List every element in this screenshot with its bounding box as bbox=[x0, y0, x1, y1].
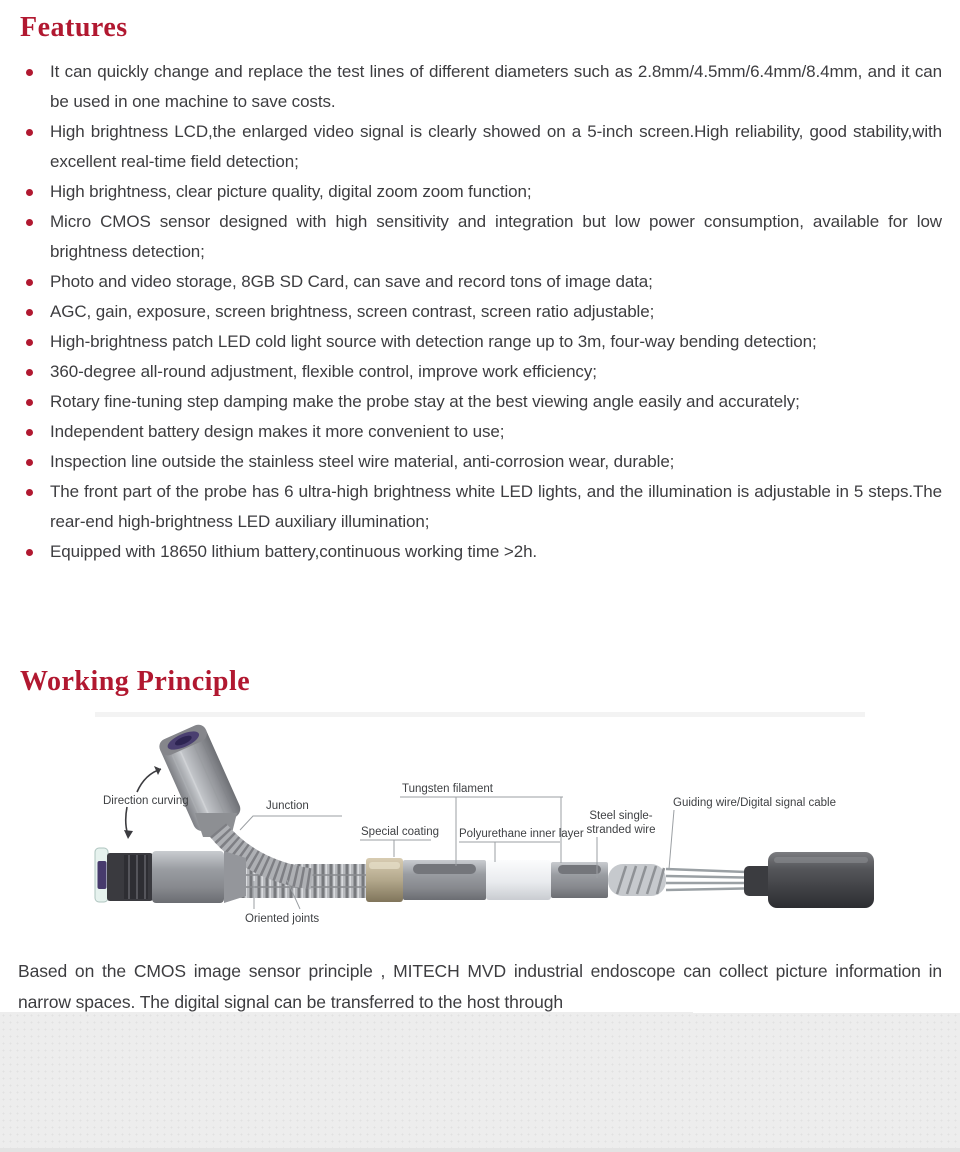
feature-item bbox=[20, 267, 942, 297]
working-principle-paragraph: Based on the CMOS image sensor principle , MITECH MVD industrial endoscope can collect picture information in narrow spaces. The digital signal can be transferred to the host through bbox=[18, 961, 942, 1012]
feature-text: High-brightness patch LED cold light source with detection range up to 3m, four-way bending detection; bbox=[50, 332, 817, 351]
feature-text: Independent battery design makes it more convenient to use; bbox=[50, 422, 505, 441]
bullet-dot-icon bbox=[26, 189, 33, 196]
signal-cable bbox=[744, 852, 874, 908]
bullet-dot-icon bbox=[26, 309, 33, 316]
feature-item bbox=[20, 537, 942, 567]
feature-text: Photo and video storage, 8GB SD Card, can save and record tons of image data; bbox=[50, 272, 653, 291]
bullet-dot-icon bbox=[26, 279, 33, 286]
feature-item bbox=[20, 357, 942, 387]
bullet-dot-icon bbox=[26, 429, 33, 436]
label-guiding-wire: Guiding wire/Digital signal cable bbox=[673, 797, 836, 809]
label-special-coating: Special coating bbox=[361, 826, 439, 838]
label-steel-wire-line2: stranded wire bbox=[586, 824, 656, 836]
feature-text: High brightness LCD,the enlarged video signal is clearly showed on a 5-inch screen.High reliability, good stability,with excellent real-time field detection; bbox=[50, 122, 942, 171]
working-principle-heading: Working Principle bbox=[20, 666, 251, 697]
feature-text: The front part of the probe has 6 ultra-high brightness white LED lights, and the illumination is adjustable in 5 steps.The rear-end high-brightness LED auxiliary illumination; bbox=[50, 482, 942, 531]
feature-item bbox=[20, 177, 942, 207]
feature-text: Micro CMOS sensor designed with high sensitivity and integration but low power consumption, available for low brightness detection; bbox=[50, 212, 942, 261]
feature-item bbox=[20, 327, 942, 357]
feature-text: Inspection line outside the stainless steel wire material, anti-corrosion wear, durable; bbox=[50, 452, 675, 471]
footer-bottom-edge bbox=[0, 1148, 960, 1152]
bullet-dot-icon bbox=[26, 219, 33, 226]
feature-text: It can quickly change and replace the test lines of different diameters such as 2.8mm/4.5mm/6.4mm/8.4mm, and it can be used in one machine to save costs. bbox=[50, 62, 942, 111]
feature-item bbox=[20, 207, 942, 267]
bullet-dot-icon bbox=[26, 129, 33, 136]
probe-head bbox=[95, 848, 246, 903]
label-steel-wire-line1: Steel single- bbox=[589, 810, 653, 822]
probe-shaft bbox=[366, 858, 608, 902]
endoscope-probe-diagram bbox=[80, 706, 960, 954]
feature-item bbox=[20, 387, 942, 417]
bullet-dot-icon bbox=[26, 69, 33, 76]
label-direction-curving: Direction curving bbox=[103, 795, 189, 807]
feature-item bbox=[20, 417, 942, 447]
bullet-dot-icon bbox=[26, 339, 33, 346]
feature-item bbox=[20, 117, 942, 177]
feature-item bbox=[20, 297, 942, 327]
bullet-dot-icon bbox=[26, 489, 33, 496]
feature-text: 360-degree all-round adjustment, flexible control, improve work efficiency; bbox=[50, 362, 597, 381]
bullet-dot-icon bbox=[26, 549, 33, 556]
feature-text: High brightness, clear picture quality, digital zoom zoom function; bbox=[50, 182, 532, 201]
label-tungsten-filament: Tungsten filament bbox=[402, 783, 493, 795]
steel-spiral-section bbox=[608, 864, 666, 896]
features-heading: Features bbox=[20, 12, 128, 43]
feature-item bbox=[20, 477, 942, 537]
feature-text: Rotary fine-tuning step damping make the probe stay at the best viewing angle easily and accurately; bbox=[50, 392, 800, 411]
label-oriented-joints: Oriented joints bbox=[245, 913, 320, 925]
label-junction: Junction bbox=[266, 800, 309, 812]
diagram-top-strip bbox=[95, 712, 865, 717]
footer-band bbox=[0, 1012, 960, 1152]
probe-diagram-svg bbox=[80, 706, 960, 954]
footer-notch bbox=[693, 1004, 960, 1013]
feature-item bbox=[20, 447, 942, 477]
feature-text: Equipped with 18650 lithium battery,continuous working time >2h. bbox=[50, 542, 538, 561]
bullet-dot-icon bbox=[26, 399, 33, 406]
bullet-dot-icon bbox=[26, 459, 33, 466]
bullet-dot-icon bbox=[26, 369, 33, 376]
feature-text: AGC, gain, exposure, screen brightness, screen contrast, screen ratio adjustable; bbox=[50, 302, 655, 321]
features-list bbox=[20, 57, 942, 567]
label-polyurethane-inner-layer: Polyurethane inner layer bbox=[459, 828, 584, 840]
feature-item bbox=[20, 57, 942, 117]
